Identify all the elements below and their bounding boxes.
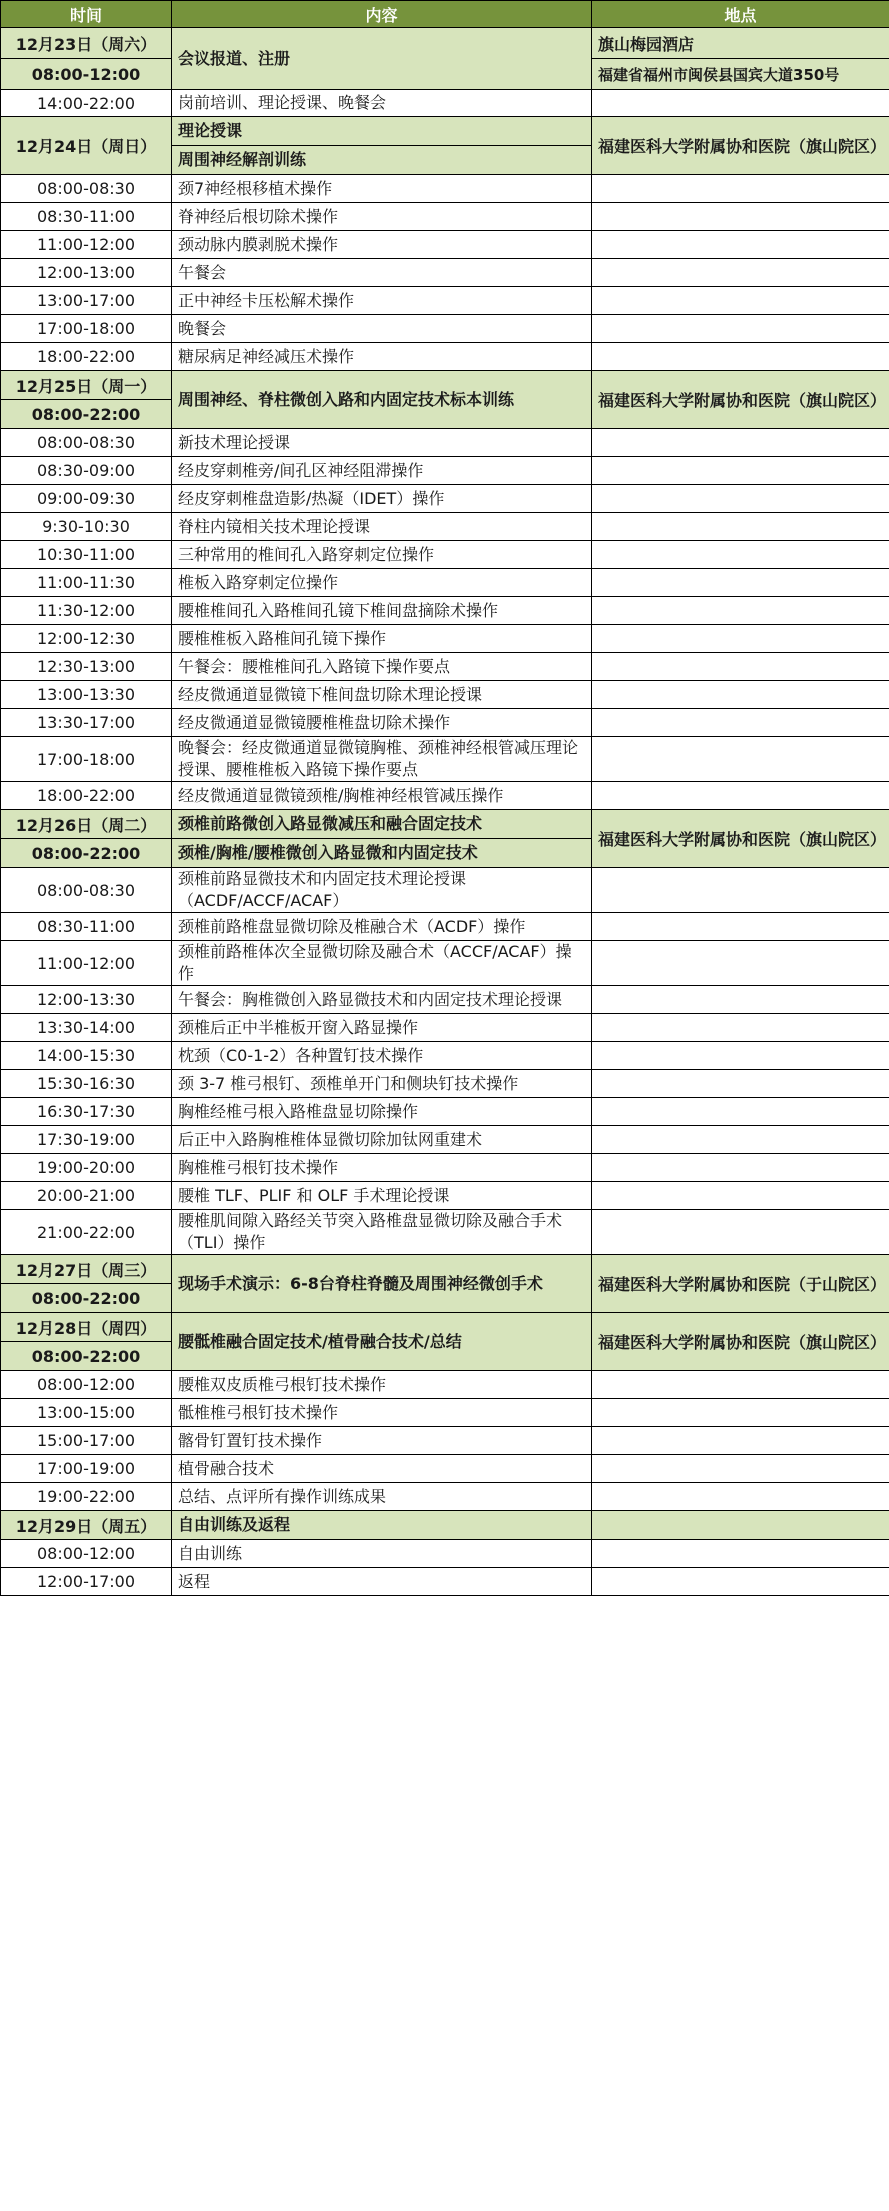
day-date: 12月28日（周四） bbox=[1, 1313, 172, 1342]
session-location bbox=[592, 597, 889, 625]
session-time: 14:00-15:30 bbox=[1, 1042, 172, 1070]
session-time: 16:30-17:30 bbox=[1, 1098, 172, 1126]
table-row bbox=[1, 1182, 889, 1210]
table-row bbox=[1, 1098, 889, 1126]
session-content: 胸椎经椎弓根入路椎盘显切除操作 bbox=[172, 1098, 592, 1126]
session-location bbox=[592, 1042, 889, 1070]
day-date: 12月26日（周二） bbox=[1, 810, 172, 839]
day-hours: 08:00-22:00 bbox=[1, 839, 172, 868]
session-content: 腰椎 TLF、PLIF 和 OLF 手术理论授课 bbox=[172, 1182, 592, 1210]
session-location bbox=[592, 737, 889, 782]
session-location bbox=[592, 1154, 889, 1182]
session-content: 髂骨钉置钉技术操作 bbox=[172, 1427, 592, 1455]
session-time: 17:00-19:00 bbox=[1, 1455, 172, 1483]
session-location bbox=[592, 90, 889, 117]
day-venue: 旗山梅园酒店 bbox=[592, 28, 889, 59]
session-content: 午餐会：胸椎微创入路显微技术和内固定技术理论授课 bbox=[172, 986, 592, 1014]
day-venue: 福建医科大学附属协和医院（旗山院区） bbox=[592, 1313, 889, 1371]
session-location bbox=[592, 625, 889, 653]
session-time: 13:00-15:00 bbox=[1, 1399, 172, 1427]
table-row bbox=[1, 429, 889, 457]
session-time: 13:30-14:00 bbox=[1, 1014, 172, 1042]
table-row bbox=[1, 681, 889, 709]
session-content: 腰椎椎间孔入路椎间孔镜下椎间盘摘除术操作 bbox=[172, 597, 592, 625]
table-row bbox=[1, 1154, 889, 1182]
table-row bbox=[1, 1210, 889, 1255]
session-time: 11:00-12:00 bbox=[1, 231, 172, 259]
day-venue: 福建医科大学附属协和医院（于山院区） bbox=[592, 1255, 889, 1313]
session-content: 糖尿病足神经减压术操作 bbox=[172, 343, 592, 371]
session-content: 自由训练 bbox=[172, 1540, 592, 1568]
table-row bbox=[1, 231, 889, 259]
header-location: 地点 bbox=[592, 1, 889, 28]
session-location bbox=[592, 1098, 889, 1126]
session-time: 21:00-22:00 bbox=[1, 1210, 172, 1255]
session-time: 08:00-12:00 bbox=[1, 1371, 172, 1399]
session-content: 颈动脉内膜剥脱术操作 bbox=[172, 231, 592, 259]
session-location bbox=[592, 203, 889, 231]
session-location bbox=[592, 1427, 889, 1455]
table-row bbox=[1, 569, 889, 597]
day-title: 周围神经、脊柱微创入路和内固定技术标本训练 bbox=[172, 371, 592, 429]
table-row bbox=[1, 457, 889, 485]
session-location bbox=[592, 1126, 889, 1154]
day-row bbox=[1, 1255, 889, 1284]
day-subtitle: 周围神经解剖训练 bbox=[172, 146, 592, 175]
day-hours: 08:00-22:00 bbox=[1, 1284, 172, 1313]
header-content: 内容 bbox=[172, 1, 592, 28]
session-content: 腰椎双皮质椎弓根钉技术操作 bbox=[172, 1371, 592, 1399]
session-location bbox=[592, 653, 889, 681]
session-time: 12:00-13:30 bbox=[1, 986, 172, 1014]
table-row bbox=[1, 782, 889, 810]
day-row bbox=[1, 1511, 889, 1540]
table-row bbox=[1, 315, 889, 343]
day-row bbox=[1, 810, 889, 839]
table-row bbox=[1, 175, 889, 203]
session-time: 17:00-18:00 bbox=[1, 315, 172, 343]
session-time: 12:30-13:00 bbox=[1, 653, 172, 681]
leaf-watermark-icon bbox=[758, 2108, 876, 2184]
table-row bbox=[1, 1568, 889, 1596]
table-row bbox=[1, 513, 889, 541]
day-title: 会议报道、注册 bbox=[172, 28, 592, 90]
day-venue: 福建医科大学附属协和医院（旗山院区） bbox=[592, 371, 889, 429]
session-content: 颈椎前路显微技术和内固定技术理论授课（ACDF/ACCF/ACAF） bbox=[172, 868, 592, 913]
table-row bbox=[1, 1070, 889, 1098]
session-location bbox=[592, 1540, 889, 1568]
session-location bbox=[592, 1483, 889, 1511]
day-date: 12月29日（周五） bbox=[1, 1511, 172, 1540]
table-row bbox=[1, 986, 889, 1014]
session-content: 午餐会 bbox=[172, 259, 592, 287]
session-time: 14:00-22:00 bbox=[1, 90, 172, 117]
session-content: 胸椎椎弓根钉技术操作 bbox=[172, 1154, 592, 1182]
session-content: 午餐会：腰椎椎间孔入路镜下操作要点 bbox=[172, 653, 592, 681]
session-time: 15:30-16:30 bbox=[1, 1070, 172, 1098]
session-location bbox=[592, 343, 889, 371]
session-location bbox=[592, 1371, 889, 1399]
table-row bbox=[1, 485, 889, 513]
day-date: 12月24日（周日） bbox=[1, 117, 172, 175]
session-location bbox=[592, 1014, 889, 1042]
session-location bbox=[592, 681, 889, 709]
session-content: 颈7神经根移植术操作 bbox=[172, 175, 592, 203]
day-row bbox=[1, 117, 889, 146]
header-time: 时间 bbox=[1, 1, 172, 28]
session-content: 颈椎后正中半椎板开窗入路显操作 bbox=[172, 1014, 592, 1042]
day-venue bbox=[592, 1511, 889, 1540]
session-time: 18:00-22:00 bbox=[1, 782, 172, 810]
table-row bbox=[1, 541, 889, 569]
table-row bbox=[1, 1427, 889, 1455]
session-time: 18:00-22:00 bbox=[1, 343, 172, 371]
session-time: 19:00-22:00 bbox=[1, 1483, 172, 1511]
session-location bbox=[592, 485, 889, 513]
session-time: 08:30-11:00 bbox=[1, 203, 172, 231]
table-row bbox=[1, 653, 889, 681]
session-time: 08:00-08:30 bbox=[1, 868, 172, 913]
session-content: 返程 bbox=[172, 1568, 592, 1596]
day-title: 理论授课 bbox=[172, 117, 592, 146]
session-location bbox=[592, 457, 889, 485]
session-time: 11:00-12:00 bbox=[1, 941, 172, 986]
session-time: 10:30-11:00 bbox=[1, 541, 172, 569]
session-time: 11:30-12:00 bbox=[1, 597, 172, 625]
session-content: 枕颈（C0-1-2）各种置钉技术操作 bbox=[172, 1042, 592, 1070]
session-location bbox=[592, 782, 889, 810]
session-location bbox=[592, 315, 889, 343]
session-time: 13:00-17:00 bbox=[1, 287, 172, 315]
table-row bbox=[1, 597, 889, 625]
session-time: 12:00-12:30 bbox=[1, 625, 172, 653]
table-row bbox=[1, 1014, 889, 1042]
table-row bbox=[1, 90, 889, 117]
session-time: 12:00-17:00 bbox=[1, 1568, 172, 1596]
session-content: 晚餐会：经皮微通道显微镜胸椎、颈椎神经根管减压理论授课、腰椎椎板入路镜下操作要点 bbox=[172, 737, 592, 782]
session-time: 08:00-08:30 bbox=[1, 429, 172, 457]
session-location bbox=[592, 1070, 889, 1098]
session-content: 骶椎椎弓根钉技术操作 bbox=[172, 1399, 592, 1427]
session-content: 椎板入路穿刺定位操作 bbox=[172, 569, 592, 597]
table-row bbox=[1, 1455, 889, 1483]
session-time: 17:30-19:00 bbox=[1, 1126, 172, 1154]
session-time: 08:30-09:00 bbox=[1, 457, 172, 485]
table-row bbox=[1, 625, 889, 653]
table-row bbox=[1, 709, 889, 737]
session-location bbox=[592, 941, 889, 986]
session-location bbox=[592, 287, 889, 315]
session-content: 颈 3-7 椎弓根钉、颈椎单开门和侧块钉技术操作 bbox=[172, 1070, 592, 1098]
table-row bbox=[1, 1126, 889, 1154]
day-date: 12月25日（周一） bbox=[1, 371, 172, 400]
session-time: 08:00-08:30 bbox=[1, 175, 172, 203]
header-row bbox=[1, 1, 889, 28]
session-content: 植骨融合技术 bbox=[172, 1455, 592, 1483]
table-row bbox=[1, 1371, 889, 1399]
session-time: 15:00-17:00 bbox=[1, 1427, 172, 1455]
session-time: 13:00-13:30 bbox=[1, 681, 172, 709]
session-location bbox=[592, 1399, 889, 1427]
session-location bbox=[592, 709, 889, 737]
day-subtitle: 颈椎/胸椎/腰椎微创入路显微和内固定技术 bbox=[172, 839, 592, 868]
session-location bbox=[592, 1568, 889, 1596]
table-row bbox=[1, 941, 889, 986]
session-content: 正中神经卡压松解术操作 bbox=[172, 287, 592, 315]
day-row bbox=[1, 28, 889, 59]
session-time: 09:00-09:30 bbox=[1, 485, 172, 513]
session-location bbox=[592, 913, 889, 941]
table-row bbox=[1, 287, 889, 315]
session-location bbox=[592, 259, 889, 287]
day-date: 12月27日（周三） bbox=[1, 1255, 172, 1284]
session-time: 17:00-18:00 bbox=[1, 737, 172, 782]
day-venue: 福建医科大学附属协和医院（旗山院区） bbox=[592, 810, 889, 868]
session-content: 后正中入路胸椎椎体显微切除加钛网重建术 bbox=[172, 1126, 592, 1154]
session-location bbox=[592, 986, 889, 1014]
session-content: 晚餐会 bbox=[172, 315, 592, 343]
session-content: 经皮微通道显微镜下椎间盘切除术理论授课 bbox=[172, 681, 592, 709]
session-time: 20:00-21:00 bbox=[1, 1182, 172, 1210]
table-row bbox=[1, 913, 889, 941]
session-time: 11:00-11:30 bbox=[1, 569, 172, 597]
session-content: 经皮穿刺椎盘造影/热凝（IDET）操作 bbox=[172, 485, 592, 513]
table-row bbox=[1, 1399, 889, 1427]
session-location bbox=[592, 541, 889, 569]
table-row bbox=[1, 868, 889, 913]
day-date: 12月23日（周六） bbox=[1, 28, 172, 59]
session-location bbox=[592, 1182, 889, 1210]
session-location bbox=[592, 513, 889, 541]
session-location bbox=[592, 175, 889, 203]
session-time: 08:30-11:00 bbox=[1, 913, 172, 941]
session-location bbox=[592, 569, 889, 597]
day-hours: 08:00-12:00 bbox=[1, 59, 172, 90]
table-row bbox=[1, 203, 889, 231]
table-row bbox=[1, 259, 889, 287]
day-title: 腰骶椎融合固定技术/植骨融合技术/总结 bbox=[172, 1313, 592, 1371]
session-location bbox=[592, 868, 889, 913]
day-row bbox=[1, 371, 889, 400]
session-location bbox=[592, 1210, 889, 1255]
table-row bbox=[1, 1483, 889, 1511]
day-hours: 08:00-22:00 bbox=[1, 1342, 172, 1371]
session-content: 新技术理论授课 bbox=[172, 429, 592, 457]
table-row bbox=[1, 1042, 889, 1070]
session-time: 13:30-17:00 bbox=[1, 709, 172, 737]
session-content: 经皮微通道显微镜腰椎椎盘切除术操作 bbox=[172, 709, 592, 737]
session-content: 经皮穿刺椎旁/间孔区神经阻滞操作 bbox=[172, 457, 592, 485]
session-content: 颈椎前路椎盘显微切除及椎融合术（ACDF）操作 bbox=[172, 913, 592, 941]
day-row bbox=[1, 1313, 889, 1342]
session-time: 9:30-10:30 bbox=[1, 513, 172, 541]
day-address: 福建省福州市闽侯县国宾大道350号 bbox=[592, 59, 889, 90]
session-content: 腰椎椎板入路椎间孔镜下操作 bbox=[172, 625, 592, 653]
session-content: 岗前培训、理论授课、晚餐会 bbox=[172, 90, 592, 117]
session-location bbox=[592, 429, 889, 457]
session-content: 总结、点评所有操作训练成果 bbox=[172, 1483, 592, 1511]
session-time: 08:00-12:00 bbox=[1, 1540, 172, 1568]
table-row bbox=[1, 343, 889, 371]
day-title: 自由训练及返程 bbox=[172, 1511, 592, 1540]
day-venue: 福建医科大学附属协和医院（旗山院区） bbox=[592, 117, 889, 175]
session-content: 经皮微通道显微镜颈椎/胸椎神经根管减压操作 bbox=[172, 782, 592, 810]
day-title: 颈椎前路微创入路显微减压和融合固定技术 bbox=[172, 810, 592, 839]
table-row bbox=[1, 1540, 889, 1568]
session-location bbox=[592, 1455, 889, 1483]
session-content: 脊柱内镜相关技术理论授课 bbox=[172, 513, 592, 541]
session-content: 腰椎肌间隙入路经关节突入路椎盘显微切除及融合手术（TLI）操作 bbox=[172, 1210, 592, 1255]
session-content: 脊神经后根切除术操作 bbox=[172, 203, 592, 231]
session-content: 颈椎前路椎体次全显微切除及融合术（ACCF/ACAF）操作 bbox=[172, 941, 592, 986]
session-location bbox=[592, 231, 889, 259]
session-time: 19:00-20:00 bbox=[1, 1154, 172, 1182]
day-hours: 08:00-22:00 bbox=[1, 400, 172, 429]
day-title: 现场手术演示：6-8台脊柱脊髓及周围神经微创手术 bbox=[172, 1255, 592, 1313]
table-row bbox=[1, 737, 889, 782]
session-content: 三种常用的椎间孔入路穿刺定位操作 bbox=[172, 541, 592, 569]
session-time: 12:00-13:00 bbox=[1, 259, 172, 287]
